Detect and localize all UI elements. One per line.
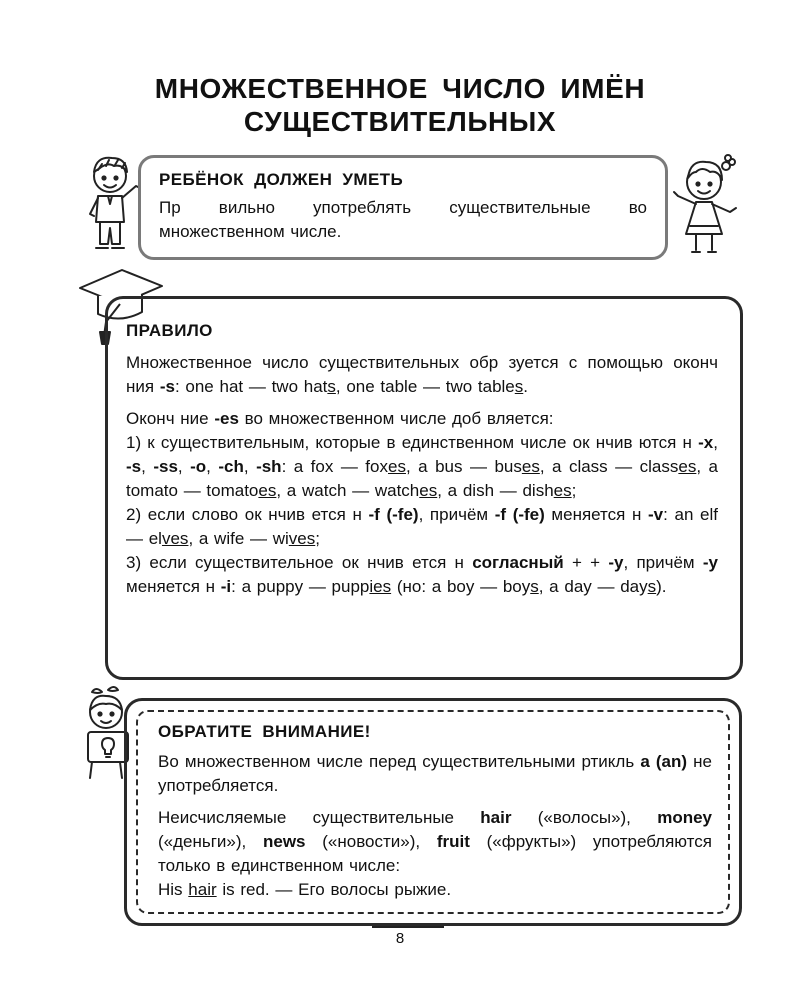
rule-text: . [523,377,528,396]
rule-text: ). [656,577,667,596]
rule-suffix: -y [608,553,624,572]
rule-suffix: -ch [218,457,244,476]
attention-text: («фрукты») употребляются только в единственном числе: [158,832,712,875]
rule-text: , one table — two table [335,377,515,396]
skills-text: Пр вильно употреблять существительные во множественном числе. [159,198,647,241]
rule-box [105,296,743,680]
rule-underlined-ending: es [521,457,540,476]
rule-text: , [243,457,257,476]
attention-box [124,698,742,926]
rule-text: Множественное число существительных обр зуется с помощью оконч ния [126,353,718,396]
rule-suffix: -s [159,377,175,396]
rule-underlined-ending: s [530,577,539,596]
page-title-line2: СУЩЕСТВИТЕЛЬНЫХ [243,106,557,137]
rule-suffix: -f (-fe) [368,505,419,524]
rule-underlined-ending: ies [369,577,392,596]
rule-text: , [206,457,219,476]
rule-underlined-ending: es [388,457,406,476]
rule-text: : one hat — two hat [174,377,328,396]
rule-underlined-ending: ves [288,529,316,548]
rule-text: , a wife — wi [188,529,289,548]
rule-item-1 [126,431,718,503]
attention-underlined-word: hair [188,880,217,899]
rule-paragraph-1 [126,351,718,399]
girl-illustration [668,150,750,260]
rule-suffix: -f (-fe) [494,505,545,524]
attention-bold-word: a (an) [640,752,688,771]
attention-bold-word: fruit [436,832,470,851]
attention-text: («новости»), [305,832,437,851]
rule-suffix: -sh [256,457,282,476]
attention-heading: ОБРАТИТЕ ВНИМАНИЕ! [158,722,371,741]
attention-text: Во множественном числе перед существительными ртикль [158,752,641,771]
page-title-line1: МНОЖЕСТВЕННОЕ ЧИСЛО ИМЁН [154,73,646,104]
rule-underlined-ending: es [553,481,572,500]
rule-text: (но: a boy — boy [391,577,531,596]
rule-text: + + [563,553,609,572]
rule-suffix: -x [698,433,714,452]
rule-text: во множественном числе доб вляется: [238,409,554,428]
attention-paragraph-1 [158,750,712,798]
rule-underlined-ending: s [647,577,657,596]
rule-suffix: -v [648,505,664,524]
rule-suffix: -i [220,577,232,596]
rule-text: ; [315,529,320,548]
rule-item-2 [126,503,718,551]
rule-suffix: -o [190,457,207,476]
page-number-rule [372,926,444,928]
skills-box [138,155,668,260]
rule-text: , причём [623,553,703,572]
rule-text: , a tomato — tomato [126,457,718,500]
skills-heading: РЕБЁНОК ДОЛЖЕН УМЕТЬ [159,170,404,189]
attention-dashed-frame [136,710,730,914]
page-number: 8 [395,930,405,947]
attention-text: («волосы»), [511,808,658,827]
rule-text: 1) к существительным, которые в единственном числе ок нчив ются н [126,433,699,452]
attention-text: («деньги»), [158,832,263,851]
rule-text: : an elf — el [126,505,718,548]
rule-underlined-ending: es [258,481,277,500]
attention-text: не употребляется. [158,752,712,795]
rule-text: Оконч ние [126,409,215,428]
rule-text: меняется н [544,505,649,524]
rule-suffix: -ss [153,457,178,476]
rule-underlined-ending: s [327,377,336,396]
attention-text: His [158,880,189,899]
rule-item-3 [126,551,718,599]
rule-bold-word: согласный [472,553,564,572]
rule-text: , a day — day [538,577,648,596]
rule-text: : a fox — fox [281,457,388,476]
rule-paragraph-2 [126,407,718,431]
rule-text: ; [571,481,577,500]
attention-text: is red. — Его волосы рыжие. [216,880,452,899]
rule-text: , [177,457,191,476]
rule-underlined-ending: s [514,377,524,396]
rule-heading: ПРАВИЛО [126,321,213,340]
rule-text: , [713,433,718,452]
attention-bold-word: news [262,832,306,851]
rule-underlined-ending: es [678,457,697,476]
rule-text: , a watch — watch [276,481,420,500]
attention-bold-word: hair [480,808,512,827]
rule-underlined-ending: ves [161,529,189,548]
rule-text: меняется н [126,577,221,596]
rule-text: , a bus — bus [405,457,522,476]
rule-text: 3) если существительное ок нчив ется н [126,553,473,572]
rule-text: 2) если слово ок нчив ется н [126,505,369,524]
rule-text: , причём [418,505,495,524]
attention-paragraph-2 [158,806,712,878]
rule-suffix: -es [214,409,239,428]
rule-suffix: -y [702,553,718,572]
page-title [0,72,800,138]
attention-example [158,878,712,902]
rule-text: : a puppy — pupp [231,577,370,596]
rule-text: , a class — class [539,457,679,476]
rule-underlined-ending: es [419,481,438,500]
rule-text: , [141,457,154,476]
attention-text: Неисчисляемые существительные [158,808,481,827]
rule-text: , a dish — dish [437,481,554,500]
rule-suffix: -s [126,457,142,476]
attention-bold-word: money [657,808,712,827]
